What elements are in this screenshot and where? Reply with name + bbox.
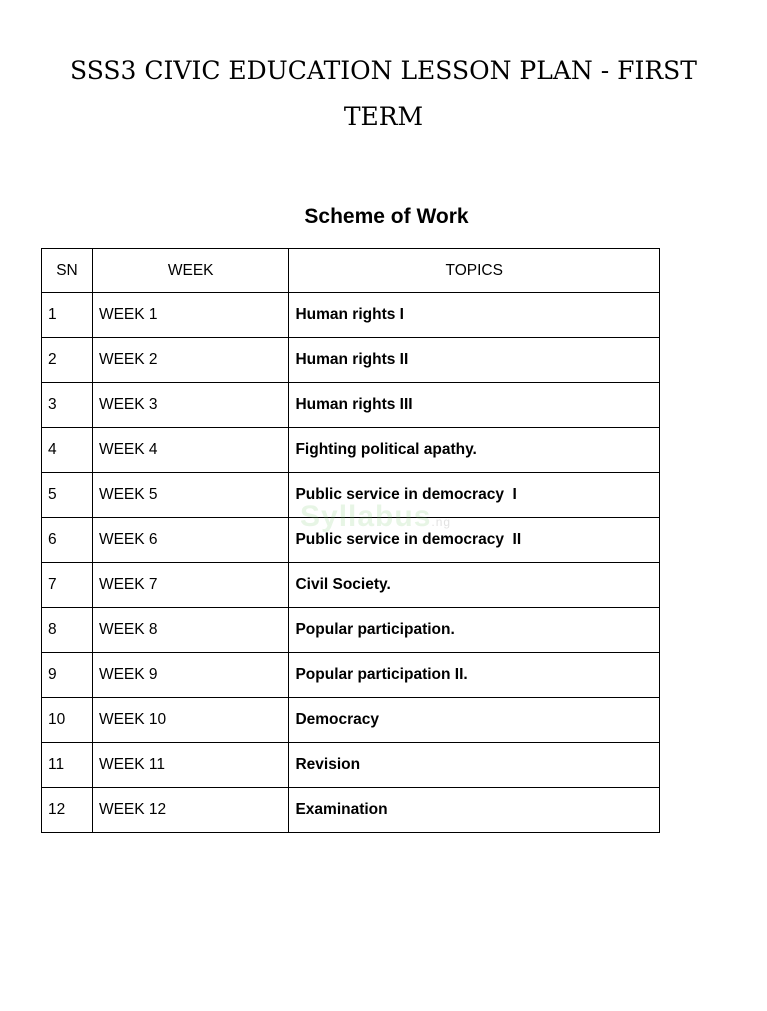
row-topic: Revision: [289, 743, 660, 788]
row-week: WEEK 12: [92, 788, 289, 833]
row-week: WEEK 8: [92, 608, 289, 653]
table-row: [42, 563, 660, 608]
table-row: [42, 473, 660, 518]
row-sn: 9: [42, 653, 93, 698]
row-sn: 3: [42, 383, 93, 428]
scheme-of-work-table: [41, 248, 660, 833]
row-sn: 1: [42, 293, 93, 338]
header-topics: TOPICS: [289, 249, 660, 293]
row-topic: Popular participation II.: [289, 653, 660, 698]
row-sn: 11: [42, 743, 93, 788]
row-topic: Democracy: [289, 698, 660, 743]
row-week: WEEK 7: [92, 563, 289, 608]
header-week: WEEK: [92, 249, 289, 293]
row-sn: 2: [42, 338, 93, 383]
row-sn: 10: [42, 698, 93, 743]
row-topic: Public service in democracy II: [289, 518, 660, 563]
row-sn: 12: [42, 788, 93, 833]
row-topic: Public service in democracy I: [289, 473, 660, 518]
row-sn: 4: [42, 428, 93, 473]
header-sn: SN: [42, 249, 93, 293]
row-topic: Civil Society.: [289, 563, 660, 608]
row-topic: Human rights III: [289, 383, 660, 428]
row-sn: 6: [42, 518, 93, 563]
row-week: WEEK 6: [92, 518, 289, 563]
row-topic: Human rights I: [289, 293, 660, 338]
row-week: WEEK 5: [92, 473, 289, 518]
row-week: WEEK 2: [92, 338, 289, 383]
table-row: [42, 338, 660, 383]
table-row: [42, 608, 660, 653]
table-row: [42, 698, 660, 743]
row-week: WEEK 11: [92, 743, 289, 788]
table-header-row: [42, 249, 660, 293]
row-topic: Fighting political apathy.: [289, 428, 660, 473]
watermark-suffix: .ng: [431, 515, 452, 529]
row-topic: Human rights II: [289, 338, 660, 383]
table-row: [42, 518, 660, 563]
document-title-line-1: SSS3 CIVIC EDUCATION LESSON PLAN - FIRST: [70, 56, 697, 85]
document-title-line-2: TERM: [343, 102, 424, 131]
row-topic: Examination: [289, 788, 660, 833]
row-sn: 5: [42, 473, 93, 518]
table-row: [42, 788, 660, 833]
scheme-subtitle: Scheme of Work: [304, 205, 469, 228]
row-week: WEEK 4: [92, 428, 289, 473]
table-row: [42, 383, 660, 428]
table-row: [42, 293, 660, 338]
row-sn: 8: [42, 608, 93, 653]
row-week: WEEK 3: [92, 383, 289, 428]
watermark-text: Syllabus: [300, 500, 432, 533]
row-topic: Popular participation.: [289, 608, 660, 653]
row-week: WEEK 1: [92, 293, 289, 338]
row-week: WEEK 9: [92, 653, 289, 698]
row-week: WEEK 10: [92, 698, 289, 743]
row-sn: 7: [42, 563, 93, 608]
table-row: [42, 653, 660, 698]
table-row: [42, 428, 660, 473]
document-title: [0, 48, 767, 140]
table-row: [42, 743, 660, 788]
